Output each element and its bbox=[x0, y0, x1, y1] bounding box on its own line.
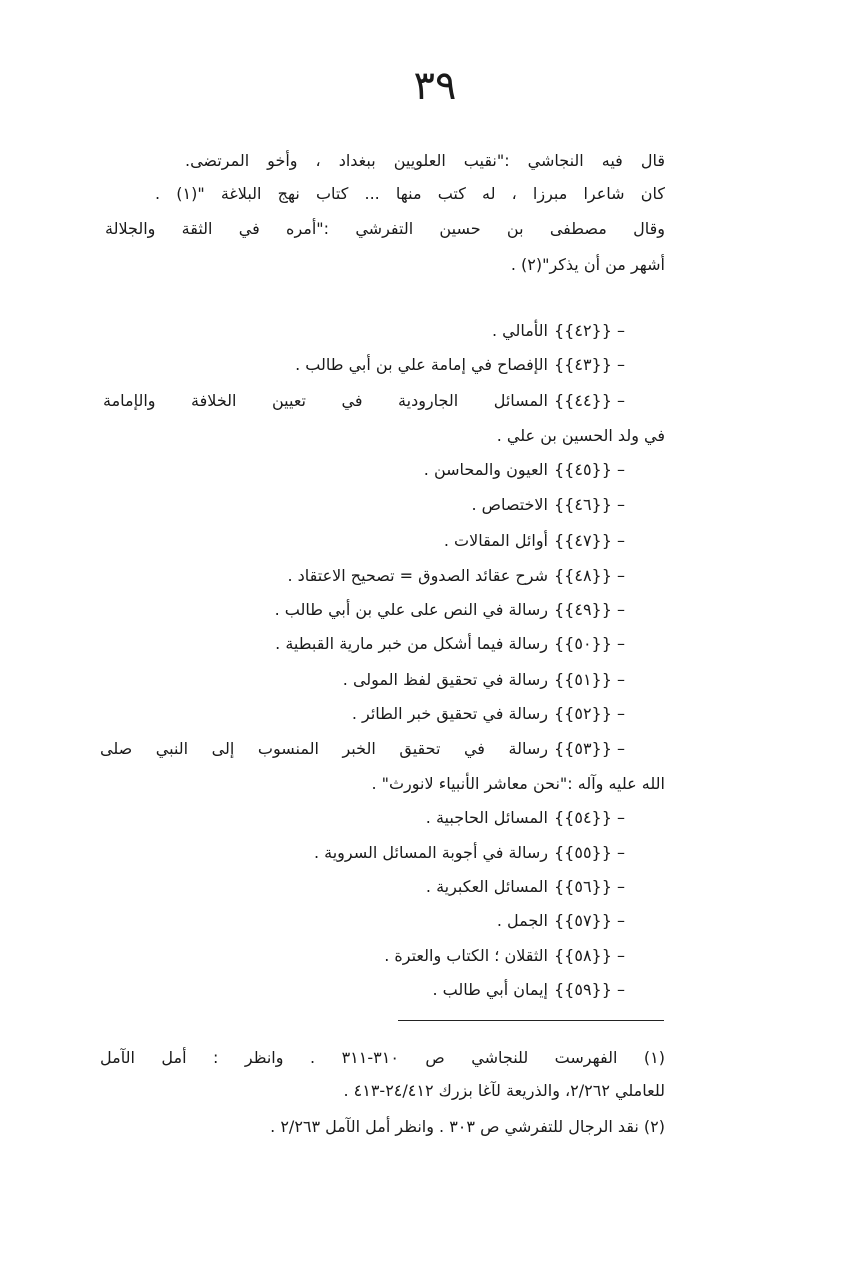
list-item bbox=[420, 910, 625, 932]
list-item bbox=[355, 979, 625, 1001]
item-text: الاختصاص . bbox=[471, 495, 548, 514]
item-number: {{٥٤}} – bbox=[554, 808, 625, 827]
list-item bbox=[150, 354, 625, 376]
list-item bbox=[270, 945, 625, 967]
page-number: ٣٩ bbox=[413, 63, 457, 109]
intro-line: أشهر من أن يذكر"(٢) . bbox=[510, 255, 665, 274]
list-item bbox=[335, 876, 625, 898]
list-item bbox=[180, 565, 625, 587]
list-item bbox=[170, 599, 625, 621]
item-text: أوائل المقالات . bbox=[443, 531, 548, 550]
list-item bbox=[140, 633, 625, 655]
item-number: {{٤٧}} – bbox=[554, 531, 625, 550]
list-item bbox=[103, 390, 625, 412]
item-text: شرح عقائد الصدوق = تصحيح الاعتقاد . bbox=[287, 566, 548, 585]
item-text: الله عليه وآله :"نحن معاشر الأنبياء لانورث" . bbox=[371, 774, 665, 793]
item-number: {{٤٦}} – bbox=[554, 495, 625, 514]
item-number: {{٥٧}} – bbox=[554, 911, 625, 930]
item-text: رسالة فيما أشكل من خبر مارية القبطية . bbox=[275, 634, 548, 653]
list-item-continuation bbox=[395, 425, 665, 447]
item-text: رسالة في أجوبة المسائل السروية . bbox=[313, 843, 548, 862]
item-number: {{٥٠}} – bbox=[554, 634, 625, 653]
footnote-line: للعاملي ٢/٢٦٢، والذريعة لآغا بزرك ٢٤/٤١٢-٤١٣ . bbox=[343, 1081, 665, 1100]
item-text: في ولد الحسين بن علي . bbox=[496, 426, 665, 445]
item-number: {{٥٢}} – bbox=[554, 704, 625, 723]
item-text: المسائل العكبرية . bbox=[425, 877, 548, 896]
item-number: {{٤٨}} – bbox=[554, 566, 625, 585]
intro-line: وقال مصطفى بن حسين التفرشي :"أمره في الثقة والجلالة bbox=[105, 219, 665, 238]
item-number: {{٤٤}} – bbox=[554, 391, 625, 410]
list-item bbox=[200, 842, 625, 864]
item-text: الإفصاح في إمامة علي بن أبي طالب . bbox=[295, 355, 548, 374]
item-number: {{٥٣}} – bbox=[554, 739, 625, 758]
item-number: {{٥٨}} – bbox=[554, 946, 625, 965]
item-text: المسائل الجارودية في تعيين الخلافة والإمامة bbox=[103, 391, 548, 410]
footnote-line: (٢) نقد الرجال للتفرشي ص ٣٠٣ . وانظر أمل الآمل ٢/٢٦٣ . bbox=[270, 1117, 665, 1136]
item-text: رسالة في تحقيق الخبر المنسوب إلى النبي صلى bbox=[100, 739, 548, 758]
list-item-continuation bbox=[250, 773, 665, 795]
item-text: رسالة في النص على علي بن أبي طالب . bbox=[274, 600, 548, 619]
list-item bbox=[250, 669, 625, 691]
item-text: الثقلان ؛ الكتاب والعترة . bbox=[384, 946, 548, 965]
item-number: {{٥٥}} – bbox=[554, 843, 625, 862]
item-text: الأمالي . bbox=[491, 321, 548, 340]
item-number: {{٤٣}} – bbox=[554, 355, 625, 374]
item-number: {{٥٦}} – bbox=[554, 877, 625, 896]
footnote-separator bbox=[398, 1020, 664, 1021]
list-item bbox=[300, 459, 625, 481]
list-item bbox=[325, 807, 625, 829]
list-item bbox=[380, 494, 625, 516]
item-text: الجمل . bbox=[496, 911, 548, 930]
list-item bbox=[300, 320, 625, 342]
list-item bbox=[250, 703, 625, 725]
item-text: المسائل الحاجبية . bbox=[425, 808, 548, 827]
intro-line: كان شاعرا مبرزا ، له كتب منها ... كتاب نهج البلاغة "(١) . bbox=[155, 184, 665, 203]
list-item bbox=[330, 530, 625, 552]
footnote-line: (١) الفهرست للنجاشي ص ٣١٠-٣١١ . وانظر : أمل الآمل bbox=[100, 1048, 666, 1067]
item-number: {{٥١}} – bbox=[554, 670, 625, 689]
item-number: {{٤٥}} – bbox=[554, 460, 625, 479]
list-item bbox=[100, 738, 625, 760]
item-text: العيون والمحاسن . bbox=[423, 460, 548, 479]
item-text: رسالة في تحقيق لفظ المولى . bbox=[342, 670, 548, 689]
item-text: رسالة في تحقيق خبر الطائر . bbox=[351, 704, 548, 723]
item-number: {{٤٩}} – bbox=[554, 600, 625, 619]
item-text: إيمان أبي طالب . bbox=[432, 980, 548, 999]
item-number: {{٤٢}} – bbox=[554, 321, 625, 340]
item-number: {{٥٩}} – bbox=[554, 980, 625, 999]
intro-line: قال فيه النجاشي :"نقيب العلويين ببغداد ، وأخو المرتضى. bbox=[185, 151, 665, 170]
